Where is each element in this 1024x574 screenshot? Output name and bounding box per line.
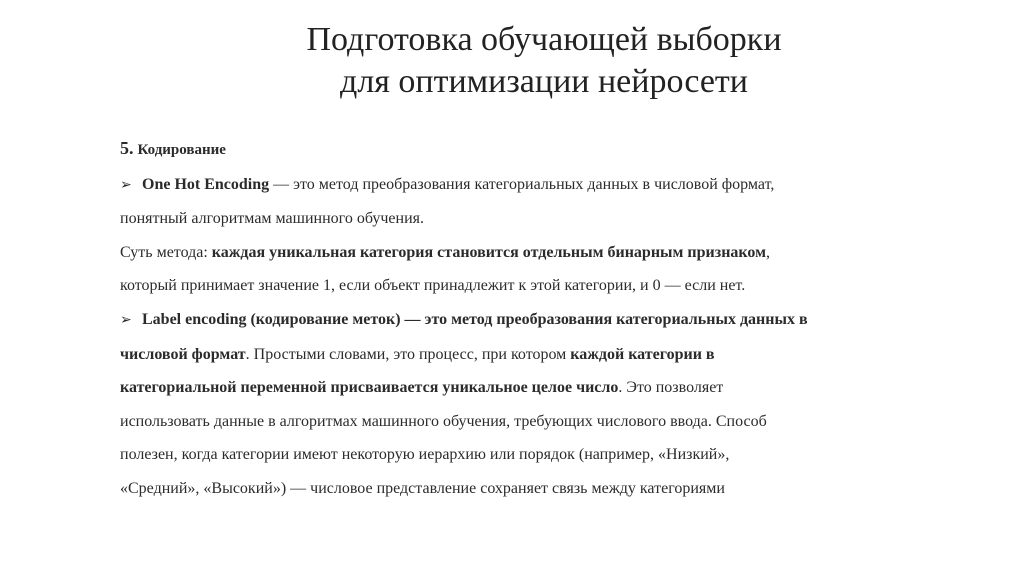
ohe-definition-line-2: понятный алгоритмам машинного обучения. bbox=[120, 210, 424, 228]
section-title: Кодирование bbox=[137, 142, 226, 158]
title-line-1: Подготовка обучающей выборки bbox=[306, 21, 782, 58]
arrow-bullet-icon: ➢ bbox=[120, 176, 132, 193]
label-definition-line-6: «Средний», «Высокий») — числовое представление сохраняет связь между категориями bbox=[120, 479, 725, 497]
label-unique-integer-bold: категориальной переменной присваивается уникальное целое число bbox=[120, 379, 619, 397]
section-number: 5. bbox=[120, 138, 134, 158]
label-format-bold: числовой формат bbox=[120, 345, 246, 363]
ohe-essence-comma: , bbox=[766, 243, 771, 261]
ohe-essence-line-1 bbox=[120, 236, 980, 270]
label-definition-line-3 bbox=[120, 371, 980, 405]
label-allows-text: . Это позволяет bbox=[618, 379, 724, 397]
slide-body bbox=[120, 132, 980, 506]
label-definition-line-2 bbox=[120, 338, 980, 372]
title-line-2: для оптимизации нейросети bbox=[340, 63, 748, 100]
ohe-essence-prefix: Суть метода: bbox=[120, 243, 212, 261]
label-definition-line-5: полезен, когда категории имеют некоторую иерархию или порядок (например, «Низкий», bbox=[120, 446, 730, 464]
arrow-bullet-icon: ➢ bbox=[120, 311, 132, 328]
label-each-category-bold: каждой категории в bbox=[570, 345, 715, 363]
ohe-essence-bold: каждая уникальная категория становится отдельным бинарным признаком bbox=[211, 243, 767, 261]
section-heading bbox=[120, 132, 980, 168]
label-definition-line-4: использовать данные в алгоритмах машинного обучения, требующих числового ввода. Способ bbox=[120, 412, 767, 430]
ohe-term: One Hot Encoding bbox=[142, 175, 270, 193]
label-definition-bold: Label encoding (кодирование меток) — это метод преобразования категориальных данных в bbox=[142, 310, 808, 328]
label-definition-line-1 bbox=[120, 303, 980, 338]
ohe-definition-text: — это метод преобразования категориальных данных в числовой формат, bbox=[269, 175, 775, 193]
ohe-essence-line-2: который принимает значение 1, если объект принадлежит к этой категории, и 0 — если нет. bbox=[120, 277, 746, 295]
label-definition-text: . Простыми словами, это процесс, при котором bbox=[245, 345, 571, 363]
slide-title bbox=[200, 19, 888, 103]
ohe-definition-line-1 bbox=[120, 168, 980, 203]
